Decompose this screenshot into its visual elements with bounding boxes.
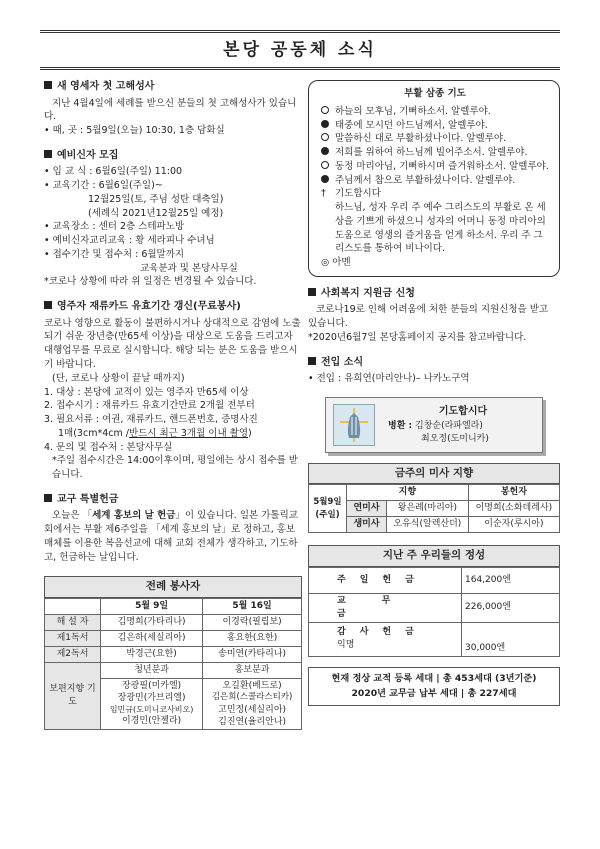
offering-title: 지난 주 우리들의 정성: [308, 545, 560, 566]
section-heading: 교구 특별헌금: [57, 493, 119, 505]
prayer-amen: ◎ 아멘: [321, 257, 351, 269]
section-text: 코로나19로 인해 어려움에 처한 분들의 지원신청을 받고 있습니다.: [308, 304, 549, 330]
col-header: 5월 16일: [203, 598, 302, 614]
item-documents-photo: 1매(3cm*4cm /반드시 최근 3개월 이내 촬영): [58, 427, 252, 439]
table-row: 주일헌금 164,200엔: [309, 567, 560, 593]
bold-text: 세계 홍보의 날 헌금: [92, 510, 176, 522]
registration-summary: 현재 정상 교적 등록 세대 | 총 453세대 (3년기준) 2020년 교무금 납부 세대 | 총 227세대: [308, 667, 560, 706]
dot-icon: [321, 175, 329, 183]
left-column: [44, 80, 302, 730]
section-heading: 사회복지 지원금 신청: [321, 287, 415, 299]
table-row: 감사헌금 익명 30,000엔: [309, 622, 560, 656]
pray-for-name: 최오정(도미니카): [421, 434, 489, 445]
section-text-note: (단, 코로나 상황이 끝날 때까지): [52, 372, 185, 384]
dot-icon: [321, 147, 329, 155]
section-first-confession: [44, 80, 302, 138]
square-bullet-icon: [44, 81, 52, 89]
pray-for-box: [325, 397, 543, 453]
table-row: 보편지향 기 도 청년분과 홍보분과: [45, 662, 302, 678]
square-bullet-icon: [44, 494, 52, 502]
prayer-label: 보편지향 기 도: [45, 662, 101, 729]
section-note: *코로나 상황에 따라 위 일정은 변경될 수 있습니다.: [44, 276, 257, 288]
regina-caeli-box: 부활 삼종 기도 하늘의 모후님, 기뻐하소서. 알렐루야. 태중에 모시던 아드님께서, 알렐루야. 말씀하신 대로 부활하셨나이다. 알렐루야. 저희를 위하여 하느님께 빌어주소서. 알렐루야. 동정 마리아님, 기뻐하시며 즐거워하소서. 알렐루야. 주님께서 참으로 부활하셨나이다. 알렐루야. † 기도합시다 하느님, 성자 우리 주 예수 그리스도의 부활로 온 세상을 기쁘게 하셨으니 성자의 어머니 동정 마리아의 도움으로 영생의 즐거움을 얻게 하소서. 우리 주 그리스도를 통하여 비나이다. ◎ 아멘: [308, 80, 560, 277]
item-target: 1. 대상 : 본당에 교적이 있는 영주자 만65세 이상: [44, 386, 249, 398]
right-column: [308, 80, 560, 706]
section-welfare-support: [308, 287, 560, 345]
mass-table: [308, 484, 560, 533]
mass-title: 금주의 미사 지향: [308, 463, 560, 484]
page-title: 본당 공동체 소식: [223, 39, 377, 60]
square-bullet-icon: [308, 288, 316, 296]
line-period-end: 12월25일(토, 주님 성탄 대축일): [88, 193, 224, 205]
square-bullet-icon: [44, 301, 52, 309]
pray-for-label: 병환 :: [388, 421, 413, 432]
prayer-title: 부활 삼종 기도: [404, 88, 466, 99]
table-row: 제2독서 박경근(요한) 송미연(카타리나): [45, 646, 302, 662]
section-text: 오늘은 「세계 홍보의 날 헌금」이 있습니다. 일본 가톨릭교회에서는 부활 제6주일을 「세계 홍보의 날」로 정하고, 홍보 매체를 이용한 복음선교에 대해 교회 전체가 생각하고, 기도하고, 헌금하는 날입니다.: [44, 510, 298, 563]
underlined-text: 반드시 최근 3개월 이내 촬영: [128, 427, 249, 439]
line-apply: • 접수기간 및 접수처 : 6월말까지: [44, 248, 185, 260]
table-row: 제1독서 김은하(세실리아) 홍요한(요한): [45, 630, 302, 646]
square-bullet-icon: [308, 357, 316, 365]
section-transfer: [308, 356, 560, 386]
circle-icon: [321, 161, 329, 169]
table-row: 장광필(미카엘) 장광민(가브리엘) 임민규(도미니코사비오) 이경민(안젤라) 오길환(베드로) 김은희(스콜라스티카) 고민정(세실리아) 김진연(율리안나): [45, 678, 302, 729]
mass-intention-wrap: [308, 463, 560, 533]
section-catechumen: [44, 149, 302, 289]
mass-date: 5월9일 (주일): [309, 485, 347, 533]
section-heading: 예비신자 모집: [57, 149, 119, 161]
table-row: 생미사 오유식(알렉산더) 이순자(루시아): [309, 517, 560, 533]
section-when: • 때, 곳 : 5월9일(오늘) 10:30, 1층 담화실: [44, 125, 225, 137]
section-special-offering: [44, 493, 302, 565]
servers-table: [44, 598, 302, 730]
section-text: • 전입 : 유희연(마리안나)– 나카노구역: [308, 373, 470, 385]
circle-icon: [321, 133, 329, 141]
offering-wrap: [308, 545, 560, 656]
table-row: 교무금 226,000엔: [309, 593, 560, 622]
servers-table-wrap: [44, 576, 302, 729]
circle-icon: [321, 106, 329, 114]
section-residence-card: [44, 300, 302, 482]
pray-for-name: 김창순(라파엘라): [415, 421, 483, 432]
section-heading: 영주자 재류카드 유효기간 갱신(무료봉사): [57, 301, 241, 313]
col-header: 봉헌자: [468, 485, 559, 501]
line-period: • 교육기간 : 6월6일(주일)~: [44, 180, 163, 192]
dot-icon: [321, 120, 329, 128]
item-contact: 4. 문의 및 접수처 : 본당사무실: [44, 441, 173, 453]
section-heading: 전입 소식: [321, 356, 364, 368]
section-text: 지난 4월4일에 세례를 받으신 분들의 첫 고해성사가 있습니다.: [44, 97, 297, 123]
line-baptism: (세례식 2021년12월25일 예정): [88, 207, 224, 219]
line-teacher: • 예비신자교리교육 : 황 세라피나 수녀님: [44, 235, 215, 247]
table-row: 해 설 자 김명희(가타리나) 이경락(필립보): [45, 614, 302, 630]
title-bar: [40, 30, 560, 70]
offering-table: [308, 567, 560, 657]
table-row: 연미사 왕은례(마리아) 이명희(소화데레사): [309, 501, 560, 517]
square-bullet-icon: [44, 150, 52, 158]
prayer-body: 하느님, 성자 우리 주 예수 그리스도의 부활로 온 세상을 기쁘게 하셨으니 성자의 어머니 동정 마리아의 도움으로 영생의 즐거움을 얻게 하소서. 우리 주 그리스도를 통하여 비나이다.: [335, 202, 546, 255]
section-note: *주일 접수시간은 14:00이후이며, 평일에는 상시 접수를 받습니다.: [52, 455, 298, 481]
line-ceremony: • 입 교 식 : 6월6일(주일) 11:00: [44, 166, 183, 178]
line-apply-place: 교육분과 및 본당사무실: [140, 262, 238, 274]
pray-for-title: 기도합시다: [438, 406, 488, 418]
section-note: *2020년6월7일 본당홈페이지 공지를 참고바랍니다.: [308, 331, 527, 343]
col-header: 지향: [347, 485, 469, 501]
servers-title: 전례 봉사자: [44, 576, 302, 597]
cross-icon: †: [321, 188, 326, 200]
praying-hands-icon: [333, 404, 375, 446]
item-period: 2. 접수시기 : 재류카드 유효기간만료 2개월 전부터: [44, 400, 255, 412]
item-documents: 3. 필요서류 : 여권, 재류카드, 핸드폰번호, 증명사진: [44, 414, 258, 426]
section-heading: 새 영세자 첫 고해성사: [57, 81, 155, 92]
line-place: • 교육장소 : 센터 2층 스테파노방: [44, 221, 185, 233]
col-header: 5월 9일: [101, 598, 203, 614]
section-text: 코로나 영향으로 활동이 불편하시거나 상대적으로 감염에 노출되기 쉬운 장년층(만65세 이상)을 대상으로 도움을 드리고자 대행업무를 무료로 실시합니다. 해당 되는 분은 도움을 받으시기 바랍니다.: [44, 317, 301, 370]
